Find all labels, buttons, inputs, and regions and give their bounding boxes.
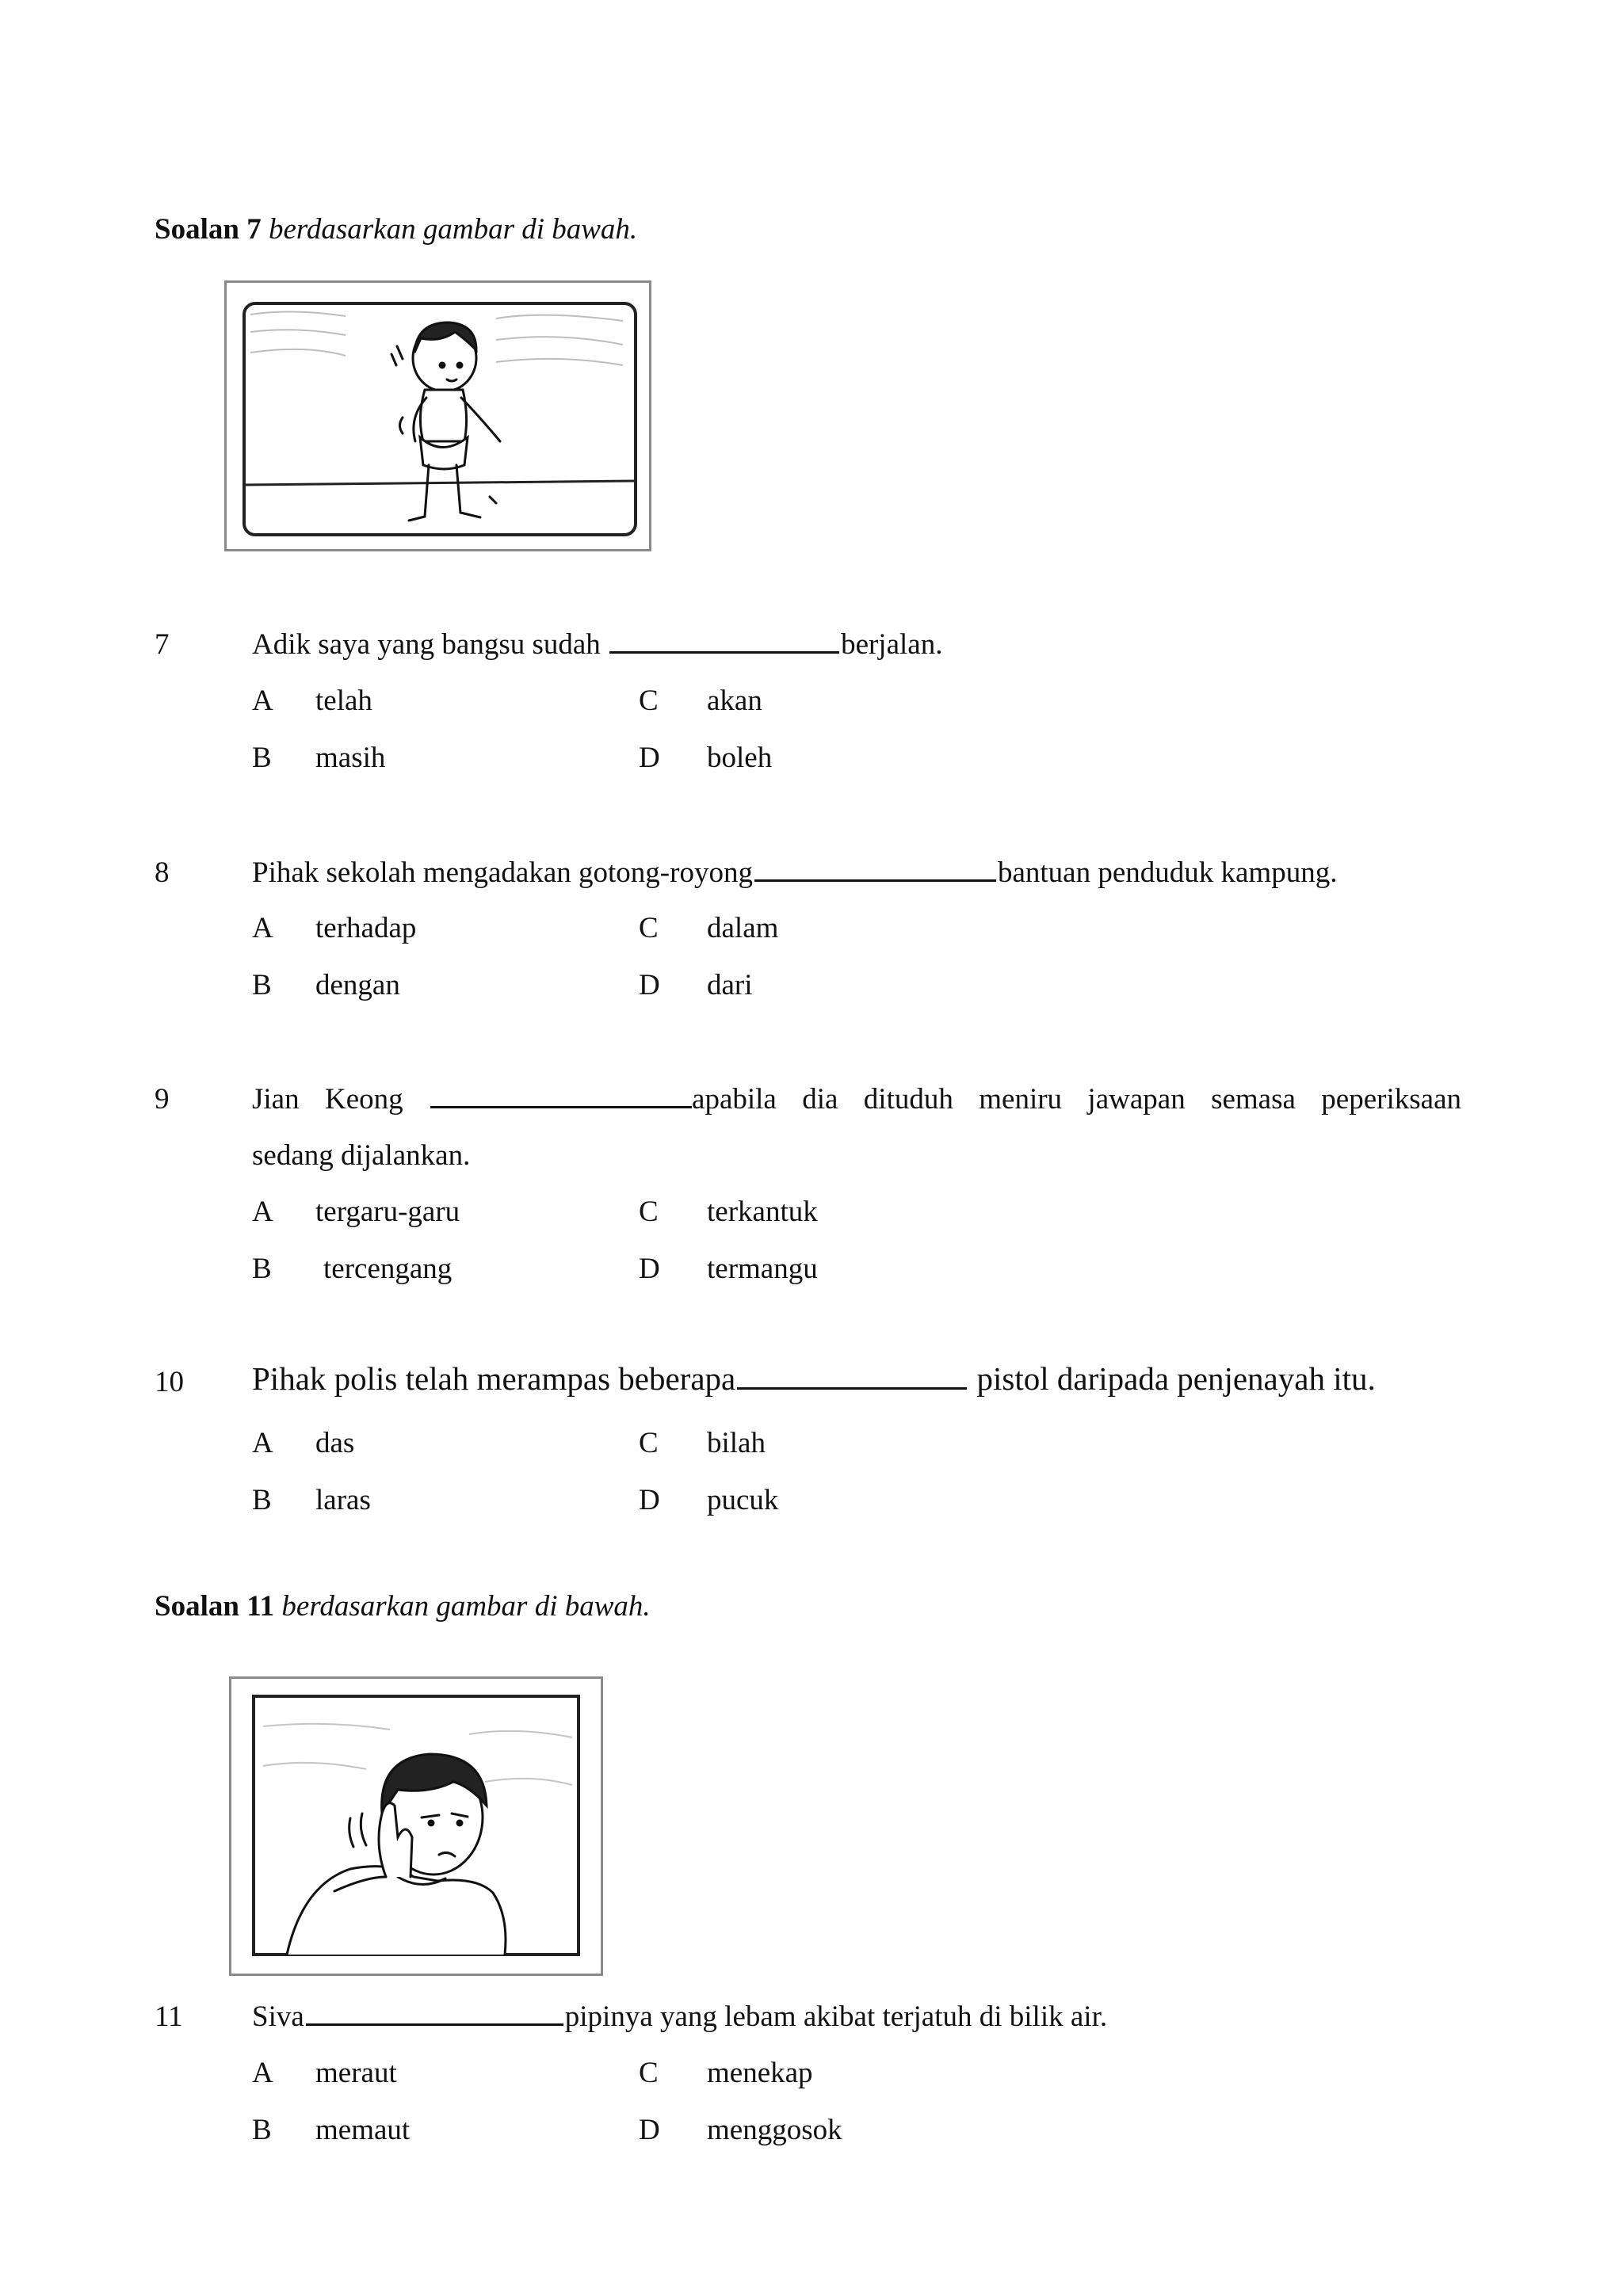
toddler-walking-illustration bbox=[224, 280, 651, 551]
option-letter-d: D bbox=[639, 1484, 660, 1516]
answer-blank bbox=[754, 856, 996, 882]
question-number-11: 11 bbox=[155, 2000, 183, 2033]
heading-suffix: berdasarkan gambar di bawah. bbox=[281, 1590, 651, 1623]
answer-blank bbox=[430, 1082, 692, 1108]
section-heading-q11 bbox=[155, 1589, 651, 1623]
option-letter-d: D bbox=[639, 742, 660, 774]
option-letter-b: B bbox=[252, 1253, 272, 1285]
option-letter-c: C bbox=[639, 1196, 659, 1228]
question-number-8: 8 bbox=[155, 856, 170, 889]
question-number-7: 7 bbox=[155, 628, 170, 661]
question-8-stem bbox=[252, 856, 1337, 890]
answer-blank bbox=[306, 2000, 563, 2026]
option-text-c: bilah bbox=[707, 1427, 766, 1459]
option-text-d: menggosok bbox=[707, 2114, 842, 2146]
heading-number: 7 bbox=[246, 213, 262, 246]
question-number-10: 10 bbox=[155, 1366, 184, 1398]
boy-holding-cheek-drawing bbox=[231, 1679, 601, 1974]
option-text-d: boleh bbox=[707, 742, 773, 774]
option-text-d: termangu bbox=[707, 1253, 818, 1285]
option-letter-d: D bbox=[639, 1253, 660, 1285]
heading-prefix: Soalan bbox=[155, 1590, 239, 1623]
option-text-b: masih bbox=[315, 742, 386, 774]
option-letter-c: C bbox=[639, 2057, 659, 2089]
stem-before: Pihak polis telah merampas beberapa bbox=[252, 1360, 736, 1397]
boy-holding-cheek-illustration bbox=[229, 1676, 603, 1976]
stem-before: Siva bbox=[252, 2000, 304, 2033]
option-letter-d: D bbox=[639, 2114, 660, 2146]
option-letter-a: A bbox=[252, 2057, 273, 2089]
option-text-a: tergaru-garu bbox=[315, 1196, 460, 1228]
option-letter-a: A bbox=[252, 685, 273, 717]
option-letter-b: B bbox=[252, 742, 272, 774]
option-text-d: pucuk bbox=[707, 1484, 779, 1516]
answer-blank bbox=[737, 1363, 967, 1390]
option-letter-d: D bbox=[639, 969, 660, 1001]
option-letter-b: B bbox=[252, 969, 272, 1001]
option-text-a: meraut bbox=[315, 2057, 397, 2089]
question-number-9: 9 bbox=[155, 1083, 170, 1116]
stem-before: Pihak sekolah mengadakan gotong-royong bbox=[252, 856, 753, 889]
option-text-b: tercengang bbox=[323, 1253, 453, 1285]
question-7-stem bbox=[252, 627, 942, 662]
toddler-walking-drawing bbox=[227, 283, 649, 549]
option-text-d: dari bbox=[707, 969, 753, 1001]
option-letter-c: C bbox=[639, 912, 659, 944]
option-text-c: akan bbox=[707, 685, 762, 717]
option-letter-c: C bbox=[639, 1427, 659, 1459]
option-text-c: dalam bbox=[707, 912, 779, 944]
stem-before: Jian Keong bbox=[252, 1083, 403, 1116]
stem-before: Adik saya yang bangsu sudah bbox=[252, 628, 601, 661]
option-text-b: memaut bbox=[315, 2114, 411, 2146]
option-letter-c: C bbox=[639, 685, 659, 717]
option-letter-a: A bbox=[252, 1196, 273, 1228]
stem-after: apabila dia dituduh meniru jawapan semasa peperiksaan bbox=[692, 1083, 1461, 1116]
answer-blank bbox=[609, 627, 839, 654]
option-text-a: terhadap bbox=[315, 912, 417, 944]
stem-after: pipinya yang lebam akibat terjatuh di bilik air. bbox=[564, 2000, 1108, 2033]
heading-suffix: berdasarkan gambar di bawah. bbox=[268, 213, 638, 246]
section-heading-q7 bbox=[155, 212, 637, 246]
question-10-stem bbox=[252, 1360, 1376, 1398]
question-9-stem bbox=[252, 1082, 1461, 1116]
option-letter-b: B bbox=[252, 1484, 272, 1516]
option-text-b: laras bbox=[315, 1484, 371, 1516]
option-letter-a: A bbox=[252, 1427, 273, 1459]
option-text-b: dengan bbox=[315, 969, 400, 1001]
stem-after: berjalan. bbox=[841, 628, 943, 661]
heading-number: 11 bbox=[246, 1590, 275, 1623]
stem-after: bantuan penduduk kampung. bbox=[997, 856, 1338, 889]
option-text-c: menekap bbox=[707, 2057, 813, 2089]
stem-after: pistol daripada penjenayah itu. bbox=[976, 1360, 1376, 1397]
option-text-c: terkantuk bbox=[707, 1196, 818, 1228]
option-letter-b: B bbox=[252, 2114, 272, 2146]
option-text-a: das bbox=[315, 1427, 355, 1459]
option-letter-a: A bbox=[252, 912, 273, 944]
heading-prefix: Soalan bbox=[155, 213, 239, 246]
question-11-stem bbox=[252, 2000, 1107, 2034]
question-9-continuation: sedang dijalankan. bbox=[252, 1139, 471, 1172]
option-text-a: telah bbox=[315, 685, 372, 717]
